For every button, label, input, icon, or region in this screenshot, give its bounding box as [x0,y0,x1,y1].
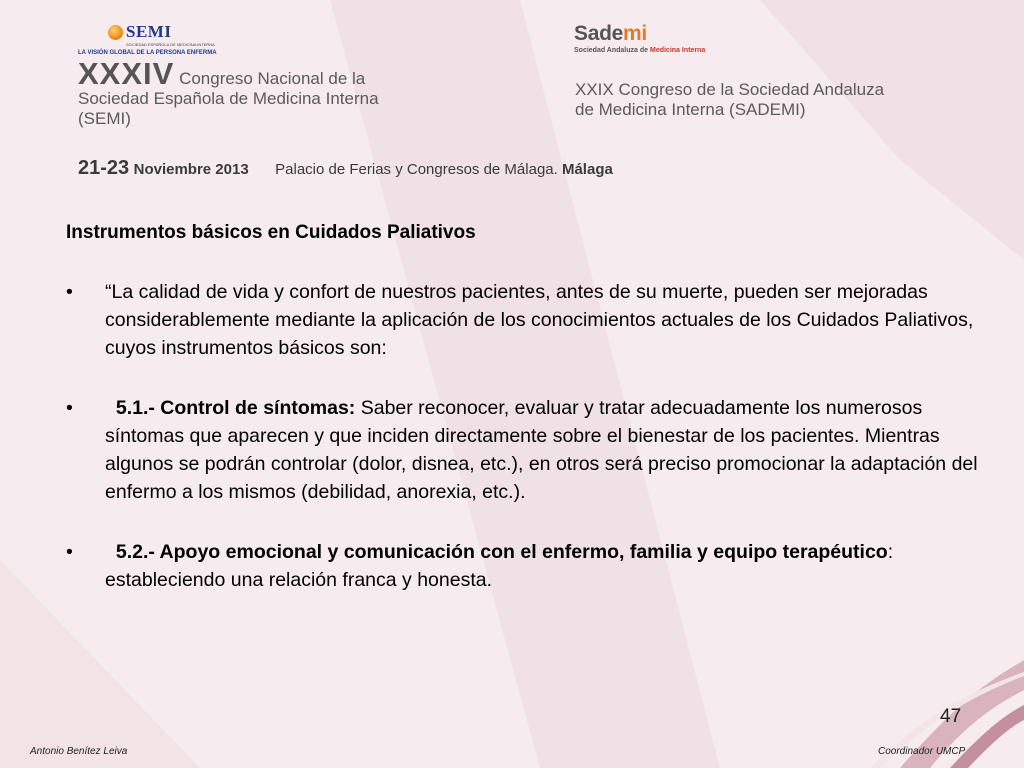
slide-title: Instrumentos básicos en Cuidados Paliativos [66,222,476,243]
sademi-congress-line2: de Medicina Interna (SADEMI) [575,100,806,119]
congress-month: Noviembre 2013 [133,161,249,178]
congress-days: 21-23 [78,157,130,179]
footer-role: Coordinador UMCP [878,746,966,757]
sademi-logo [574,22,734,56]
bullet-icon: • [66,281,73,303]
slide-content [66,222,986,626]
bullet-text: Saber reconocer, evaluar y tratar adecuadamente los numerosos síntomas que aparecen y que inciden directamente sobre el bienestar de los pacientes. Mientras algunos se podrán controlar (dolor, disnea, etc.), en otros será preciso promocionar la adaptación del enfermo a los mismos (debilidad, anorexia, etc.). [105,397,978,503]
bullet-item-emotional-support [66,538,986,594]
footer-author: Antonio Benítez Leiva [30,746,128,757]
semi-logo [78,22,218,58]
congress-city: Málaga [561,161,613,178]
congress-dates [78,157,613,180]
congress-venue: Palacio de Ferias y Congresos de Málaga. Málaga [275,161,613,178]
semi-congress-title [78,56,548,129]
sademi-congress-line1: XXIX Congreso de la Sociedad Andaluza [575,80,885,99]
congress-title-line2: Sociedad Española de Medicina Interna [78,89,379,108]
sademi-congress-title [575,80,995,120]
congress-title-line1: Congreso Nacional de la [179,69,366,88]
bullet-text: “La calidad de vida y confort de nuestros pacientes, antes de su muerte, pueden ser mejoradas considerablemente mediante la aplicación de los conocimientos actuales de los Cuidados Paliativos, cuyos instrumentos básicos son: [105,281,974,359]
bullet-item-symptom-control [66,394,986,506]
bullet-text: : estableciendo una relación franca y honesta. [105,541,894,591]
semi-logo-globe-icon [108,25,123,40]
semi-logo-subtitle: SOCIEDAD ESPAÑOLA DE MEDICINA INTERNA [126,42,215,47]
bullet-heading: 5.1.- Control de síntomas: [115,397,356,419]
congress-number: XXXIV [78,56,175,91]
bullet-icon: • [66,397,73,419]
bullet-heading: 5.2.- Apoyo emocional y comunicación con el enfermo, familia y equipo terapéutico [115,541,888,563]
semi-logo-tagline: LA VISIÓN GLOBAL DE LA PERSONA ENFERMA [78,50,217,56]
congress-title-line3: (SEMI) [78,109,131,128]
sademi-logo-word: Sademi [574,22,647,45]
sademi-logo-subtitle: Sociedad Andaluza de Medicina Interna [574,47,706,54]
bullet-icon: • [66,541,73,563]
page-number: 47 [940,706,962,727]
bullet-item-quality-of-life [66,278,986,362]
semi-logo-word: SEMI [126,22,172,41]
